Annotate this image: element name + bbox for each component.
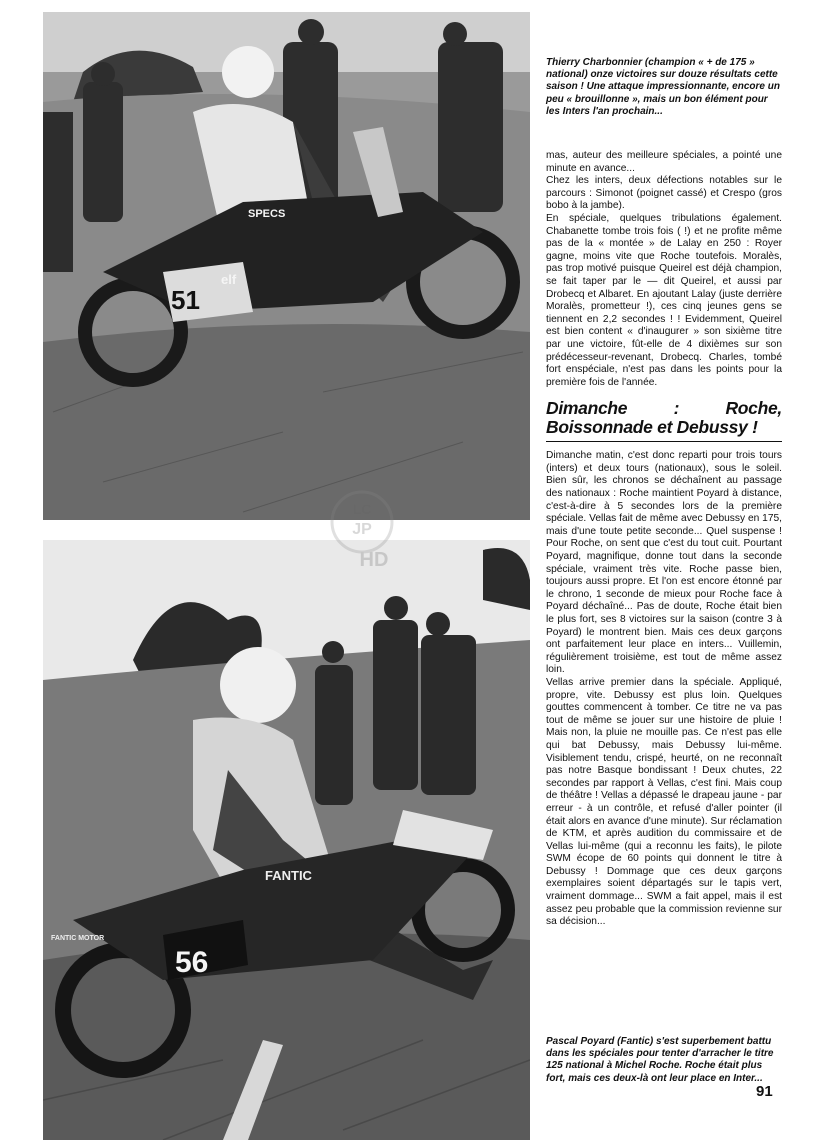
number-plate-51: 51 [171,285,200,315]
number-plate-56: 56 [175,946,209,979]
photo-rider-56 [43,540,530,1140]
shroud-lettering: FANTIC MOTOR [51,935,105,942]
caption-top: Thierry Charbonnier (champion « + de 175 » national) onze victoires sur douze résultats cette saison ! Une attaque impressionnante, encore un peu « brouillonne », mais un bon élément pour les Inters l'an prochain... [546,57,780,117]
fairing-lettering: SPECS [248,208,286,220]
sponsor-fantic: FANTIC [265,868,312,883]
section-heading: Dimanche : Roche, Boissonnade et Debussy ! [546,399,782,442]
article-paragraph: mas, auteur des meilleure spéciales, a pointé une minute en avance... [546,150,782,174]
watermark-line1: LC [352,501,372,517]
article-paragraph: Chez les inters, deux défections notables sur le parcours : Simonot (poignet cassé) et Crespo (gros bobo à la jambe). [546,175,782,212]
watermark-line3: HD [359,549,389,571]
article-paragraph: Vellas arrive premier dans la spéciale. Appliqué, propre, vite. Debussy est plus loin. Quelques gouttes commencent à tomber. Ce titre ne va pas tout de même se jouer sur une histoire de pluie ! Mais non, la pluie ne mouille pas. Ce n'est pas elle qui bat Debussy, mais Debussy lui-même. Visiblement tendu, crispé, heurté, on ne reconnaît pas notre Basque bondissant ! Deux chutes, 22 secondes par rapport à Vellas, c'est fini. Mais coup de théâtre ! Vellas a dépassé le drapeau jaune - par erreur - à un contrôle, et refusé d'aller pointer (il était alors en avance d'une minute). Sur réclamation de KTM, et après audition du commissaire et de Vellas lui-même (qui a reconnu les faits), le pilote SWM écope de 60 points qui donnent le titre à Debussy ! Dommage que ces deux garçons exemplaires soient départagés sur le tapis vert, vraiment dommage... SWM a fait appel, mais il est assez peu probable que la commission revienne sur sa décision... [546,676,782,928]
photo-rider-51 [43,12,530,520]
caption-bottom: Pascal Poyard (Fantic) s'est superbement battu dans les spéciales pour tenter d'arracher le titre 125 national à Michel Roche. Roche était plus fort, mais ces deux-là ont leur place en Inter... [546,1036,774,1084]
page-number: 91 [756,1083,773,1100]
watermark-logo [322,482,402,572]
article-paragraph: En spéciale, quelques tribulations également. Chabanette tombe trois fois ( !) et ne profite même pas de la « montée » de Lalay en 250 : Royer gagne, moins vite que Roche toutefois. Moralès, pas trop motivé puisque Queirel est déjà champion, se fait taper par le — dit Queirel, et aussi par Drobecq et Albaret. En ajoutant Lalay (juste derrière Moralès, prometteur !), ces cinq jeunes gens se tiennent en 2,2 secondes ! ! Evidemment, Queirel est bien content « d'inaugurer » son sixième titre par une victoire, fût-elle de 4 dixièmes sur son prédécesseur-revenant, Drobecq. Charles, tombé fort enspéciale, n'est pas dans les points pour la première fois de l'année. [546,212,782,388]
article-paragraph: Dimanche matin, c'est donc reparti pour trois tours (inters) et deux tours (nationaux), sous le soleil. Bien sûr, les chronos se déchaînent au passage des nationaux : Roche maintient Poyard à distance, c'est-à-dire à 5 secondes lors de la première spéciale. Vellas fait de même avec Debussy en 175, mais d'une toute petite seconde... Quel suspense ! Pour Roche, on sent que c'est du tout cuit. Pourtant Poyard, magnifique, donne tout dans la seconde spéciale, vraiment très vite. Roche passe bien, toujours aussi propre. Et l'on est encore étonné par le chrono, 1 seconde de mieux pour Roche face à Poyard déchaîné... Pas de doute, Roche était bien le plus fort, ses 8 victoires sur la saison (contre 3 à Poyard) le montrent bien. Mais ces deux garçons ont parfaitement leur place en inters... Vuillemin, régulièrement troisième, est tout de même assez loin. [546,450,782,676]
watermark-line2: JP [352,521,372,538]
article-body [546,150,782,929]
sponsor-elf: elf [221,272,237,287]
